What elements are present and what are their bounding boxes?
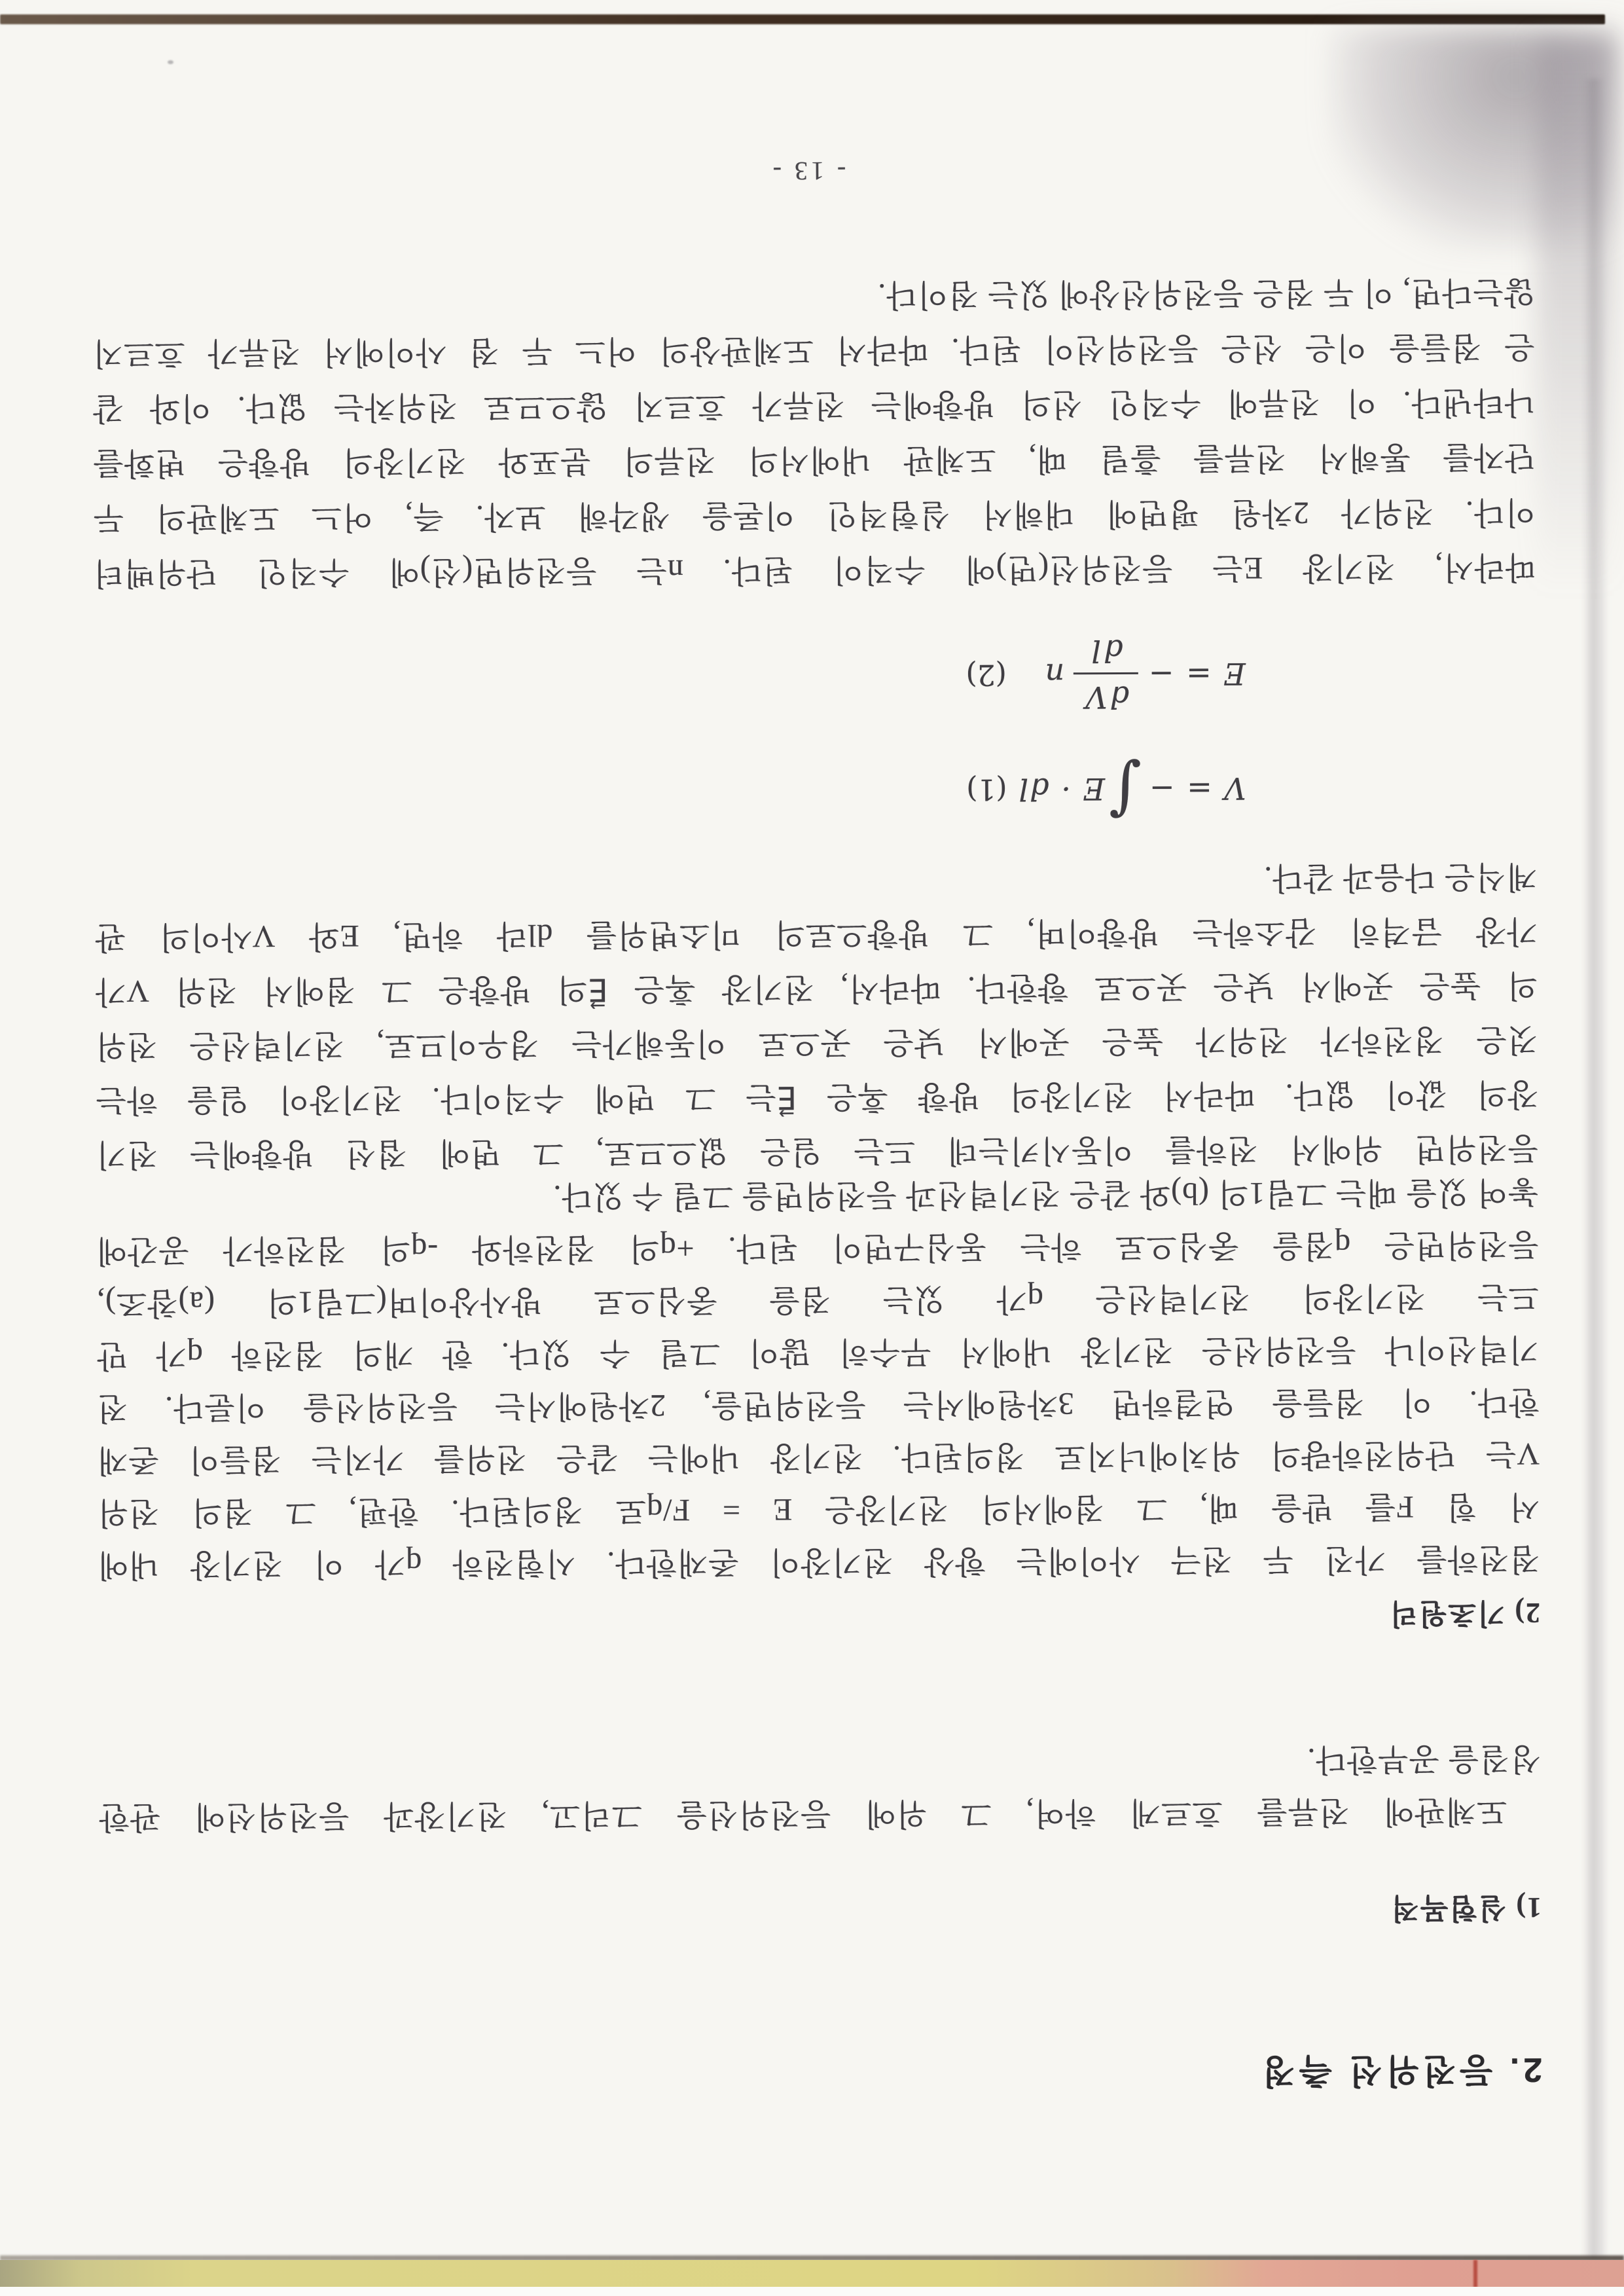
equation-2 bbox=[460, 634, 1246, 716]
text-line: 등전위면은 q점을 중심으로 하는 동심구면이 된다. +q의 점전하와 -q의 점전하가 공간에 bbox=[96, 1227, 1539, 1268]
text-line: 은 점들을 이은 선은 등전위선이 된다. 따라서 도체판상의 어느 두 점 사이에서 전류가 흐르지 bbox=[92, 329, 1535, 371]
section-heading-theory: 2) 기초원리 bbox=[1388, 1597, 1541, 1630]
equation-suffix: n bbox=[1043, 657, 1065, 693]
text-line: V는 단위전하량의 위치에너지로 정의된다. 전기장 내에는 같은 전위를 가지는 점들이 존재 bbox=[96, 1436, 1540, 1478]
equation-integrand: E · dl bbox=[1017, 771, 1106, 807]
page-title: 2. 등전위선 측정 bbox=[1258, 2050, 1543, 2090]
text-line: 나타낸다. 이 전류에 수직인 선의 방향에는 전류가 흐르지 않으므로 전위차는 없다. 이와 같 bbox=[92, 384, 1536, 426]
equation-lhs: E = − bbox=[1147, 656, 1246, 692]
paragraph-theory-3 bbox=[92, 264, 1536, 600]
text-line: 않는다면, 이 두 점은 등전위선상에 있는 점이다. bbox=[877, 274, 1535, 312]
paragraph-goal bbox=[98, 1732, 1542, 1843]
text-line: 서 힘 F를 받을 때, 그 점에서의 전기장은 E = F/q로 정의된다. 한편, 그 점의 전위 bbox=[97, 1489, 1540, 1530]
fraction-numerator: dV bbox=[1074, 672, 1138, 715]
text-line: 것은 정전하가 전위가 높은 곳에서 낮은 곳으로 이동해가는 경우이므로, 전기력선은 전위 bbox=[95, 1022, 1538, 1063]
text-line: 계식은 다음과 같다. bbox=[1263, 859, 1538, 895]
text-line: 가장 급격히 감소하는 방향이며, 그 방향으로의 미소변위를 dl라 하면, E와 V사이의 관 bbox=[94, 913, 1538, 955]
integral-icon: ∫ bbox=[1108, 755, 1142, 829]
section-heading-goal: 1) 실험목적 bbox=[1390, 1891, 1542, 1925]
text-line: 한다. 이 점들을 연결하면 3차원에서는 등전위면을, 2차원에서는 등전위선을 이룬다. 전 bbox=[96, 1384, 1540, 1425]
fraction-denominator: dl bbox=[1089, 633, 1123, 669]
equation-label: (2) bbox=[965, 658, 1007, 692]
text-line: 단자를 통해서 전류를 흘릴 때, 도체판 내에서의 전류의 분포와 전기장의 방향은 변화를 bbox=[92, 439, 1536, 481]
paragraph-theory-2 bbox=[94, 849, 1538, 1182]
text-line: 놓여 있을 때는 그림1의 (b)와 같은 전기력선과 등전위면을 그릴 수 있다. bbox=[552, 1175, 1539, 1214]
text-line: 드는 전기장의 전기력선은 q가 있는 점을 중심으로 방사상이며(그림1의 (a)참조), bbox=[96, 1279, 1540, 1321]
equation-lhs: V = − bbox=[1147, 771, 1246, 807]
page-number: - 13 - bbox=[769, 156, 846, 187]
fraction bbox=[1074, 633, 1138, 715]
equation-1 bbox=[460, 749, 1246, 831]
equation-label: (1) bbox=[966, 773, 1007, 807]
text-line: 점전하를 가진 두 전극 사이에는 항상 전기장이 존재한다. 시험전하 q가 이 전기장 내에 bbox=[97, 1541, 1540, 1582]
text-line: 의 높은 곳에서 낮은 곳으로 향한다. 따라서, 전기장 혹은 E⃗의 방향은 그 점에서 전위 V가 bbox=[94, 968, 1538, 1009]
paragraph-theory-1 bbox=[96, 1165, 1540, 1591]
text-line: 이다. 전위가 2차원 평면에 대해서 실험적인 이론을 생각해 보자. 즉, 어느 도체판의 두 bbox=[92, 494, 1536, 536]
text-line: 기력선이나 등전위선은 전기장 내에서 무수히 많이 그릴 수 있다. 한 개의 점전하 q가 만 bbox=[96, 1332, 1540, 1373]
text-line: 따라서, 전기장 E는 등전위선(면)에 수직이 된다. n는 등전위면(선)에 수직인 단위벡터 bbox=[93, 549, 1536, 591]
text-line: 성질을 공부한다. bbox=[1307, 1741, 1542, 1777]
text-line: 도체판에 전류를 흐르게 하여, 그 위에 등전위선을 그리고, 전기장과 등전위선에 관한 bbox=[98, 1793, 1507, 1834]
text-line: 등전위면 위에서 전하를 이동시키는데 드는 일은 없으므로, 그 면에 접선 방향에는 전기 bbox=[95, 1131, 1539, 1172]
text-line: 장의 값이 없다. 따라서 전기장의 방향 혹은 E⃗는 그 면에 수직이다. 전기장이 일을 하는 bbox=[95, 1076, 1538, 1118]
